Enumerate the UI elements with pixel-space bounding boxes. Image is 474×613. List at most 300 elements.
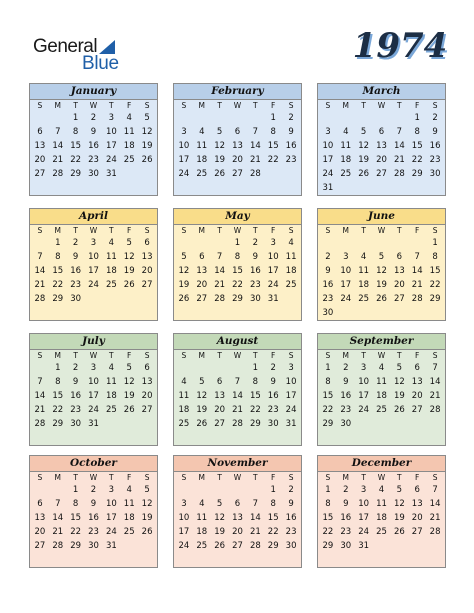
weekday-label: S [144, 101, 150, 110]
day-cell: 9 [72, 376, 79, 387]
weekday-label: W [377, 226, 386, 235]
day-cell: 25 [376, 404, 387, 415]
day-cell: 7 [252, 498, 259, 509]
month-april [29, 208, 158, 321]
day-cell: 15 [322, 390, 334, 401]
weekday-label: F [127, 473, 132, 482]
day-cell: 4 [378, 363, 385, 373]
day-cell: 21 [411, 279, 423, 290]
day-cell: 27 [34, 168, 46, 179]
year-title: 1974 [352, 26, 448, 66]
day-cell: 20 [232, 526, 243, 537]
month-title: March [318, 84, 445, 100]
weekday-label: W [89, 473, 98, 482]
day-cell: 5 [144, 485, 150, 495]
day-cell: 7 [396, 126, 403, 137]
day-cell: 9 [325, 265, 331, 276]
weekday-label: M [198, 226, 206, 235]
day-cell: 29 [249, 418, 261, 429]
day-cell: 2 [432, 113, 438, 123]
weekday-label: S [37, 101, 43, 110]
day-cell: 22 [267, 154, 279, 165]
day-cell: 13 [141, 251, 153, 262]
day-cell: 10 [285, 376, 297, 387]
weekday-label: M [54, 226, 62, 235]
day-cell: 28 [52, 540, 64, 551]
day-cell: 20 [34, 154, 46, 165]
day-cell: 25 [123, 154, 135, 165]
day-cell: 2 [252, 238, 259, 248]
day-cell: 15 [70, 140, 82, 151]
day-cell: 11 [376, 498, 387, 509]
day-cell: 24 [178, 540, 190, 551]
weekday-label: S [37, 226, 43, 235]
day-cell: 6 [144, 363, 150, 373]
day-cell: 14 [52, 140, 64, 151]
day-cell: 25 [376, 526, 387, 537]
weekday-label: T [361, 101, 366, 110]
day-cell: 17 [105, 512, 117, 523]
day-cell: 5 [144, 113, 150, 123]
day-cell: 6 [414, 363, 420, 373]
day-cell: 14 [34, 390, 46, 401]
day-cell: 10 [178, 512, 190, 523]
day-cell: 9 [72, 251, 79, 262]
day-cell: 2 [288, 485, 294, 495]
day-cell: 5 [181, 251, 187, 262]
day-cell: 1 [325, 363, 331, 373]
day-cell: 21 [249, 154, 261, 165]
day-cell: 10 [88, 376, 99, 387]
day-grid [174, 100, 301, 182]
day-cell: 10 [340, 265, 352, 276]
day-cell: 23 [70, 279, 82, 290]
empty-day-cell [246, 112, 264, 126]
day-cell: 8 [414, 126, 420, 137]
day-cell: 30 [340, 540, 352, 551]
day-cell: 25 [196, 540, 208, 551]
day-cell: 16 [285, 140, 297, 151]
empty-day-cell [211, 237, 229, 251]
day-cell: 25 [178, 418, 190, 429]
day-cell: 9 [288, 498, 294, 509]
day-grid [30, 350, 157, 432]
empty-day-cell [337, 112, 355, 126]
day-cell: 13 [376, 140, 387, 151]
day-cell: 3 [181, 498, 187, 509]
day-cell: 19 [141, 512, 153, 523]
day-cell: 8 [72, 126, 79, 137]
weekday-label: S [288, 101, 294, 110]
empty-day-cell [193, 484, 211, 498]
day-cell: 11 [123, 126, 135, 137]
day-cell: 4 [126, 113, 132, 123]
month-title: June [318, 209, 445, 225]
day-cell: 8 [55, 376, 61, 387]
brand-triangle-icon [99, 40, 115, 54]
day-cell: 31 [267, 293, 279, 304]
day-cell: 18 [123, 140, 135, 151]
day-cell: 15 [322, 512, 334, 523]
day-cell: 20 [376, 154, 387, 165]
weekday-label: S [325, 351, 331, 360]
day-cell: 6 [199, 251, 205, 262]
weekday-label: F [127, 226, 132, 235]
day-cell: 20 [34, 526, 46, 537]
day-cell: 15 [52, 265, 64, 276]
day-cell: 31 [88, 418, 99, 429]
empty-day-cell [229, 112, 247, 126]
day-cell: 11 [105, 251, 117, 262]
month-title: April [30, 209, 157, 225]
day-cell: 16 [70, 265, 82, 276]
day-cell: 25 [358, 293, 370, 304]
day-cell: 28 [34, 293, 46, 304]
weekday-label: F [127, 101, 132, 110]
weekday-label: S [325, 226, 331, 235]
day-cell: 13 [411, 376, 423, 387]
weekday-label: T [73, 101, 78, 110]
day-cell: 30 [322, 307, 334, 318]
day-cell: 21 [34, 279, 46, 290]
day-cell: 6 [234, 498, 241, 509]
weekday-label: S [432, 226, 438, 235]
weekday-label: S [181, 351, 187, 360]
weekday-label: S [181, 101, 187, 110]
day-cell: 13 [232, 512, 243, 523]
month-title: January [30, 84, 157, 100]
weekday-label: F [415, 101, 420, 110]
day-cell: 24 [340, 293, 352, 304]
day-cell: 16 [429, 140, 441, 151]
day-cell: 28 [429, 526, 441, 537]
day-grid [30, 472, 157, 554]
day-cell: 24 [358, 404, 370, 415]
day-cell: 27 [376, 168, 387, 179]
day-cell: 20 [141, 265, 153, 276]
month-title: October [30, 456, 157, 472]
month-title: December [318, 456, 445, 472]
day-cell: 5 [199, 376, 205, 387]
day-cell: 22 [52, 404, 64, 415]
day-cell: 5 [216, 126, 223, 137]
day-cell: 3 [360, 363, 367, 373]
weekday-label: S [144, 351, 150, 360]
day-cell: 19 [196, 404, 208, 415]
day-cell: 18 [105, 390, 117, 401]
day-cell: 13 [34, 140, 46, 151]
day-cell: 17 [267, 265, 279, 276]
day-cell: 23 [340, 526, 352, 537]
day-cell: 26 [178, 293, 190, 304]
day-cell: 16 [249, 265, 261, 276]
weekday-label: M [342, 473, 350, 482]
day-cell: 4 [288, 238, 294, 248]
month-november [173, 455, 302, 568]
day-cell: 19 [393, 390, 405, 401]
day-cell: 19 [214, 154, 226, 165]
day-cell: 4 [199, 126, 205, 137]
day-cell: 12 [123, 251, 135, 262]
empty-day-cell [355, 237, 373, 251]
day-cell: 13 [34, 512, 46, 523]
day-grid [174, 472, 301, 554]
day-cell: 20 [411, 512, 423, 523]
day-cell: 26 [141, 154, 153, 165]
day-cell: 14 [249, 140, 261, 151]
day-cell: 5 [396, 363, 403, 373]
day-cell: 26 [358, 168, 370, 179]
day-cell: 16 [70, 390, 82, 401]
day-grid [30, 225, 157, 307]
day-cell: 1 [72, 113, 79, 123]
empty-day-cell [175, 237, 193, 251]
day-cell: 17 [358, 390, 370, 401]
day-cell: 2 [90, 113, 97, 123]
weekday-label: T [397, 101, 402, 110]
day-cell: 22 [429, 279, 441, 290]
day-cell: 9 [288, 126, 294, 137]
day-cell: 31 [285, 418, 297, 429]
day-cell: 1 [252, 363, 259, 373]
day-cell: 12 [141, 498, 153, 509]
day-cell: 26 [376, 293, 387, 304]
day-cell: 21 [249, 526, 261, 537]
day-cell: 18 [105, 265, 117, 276]
day-cell: 13 [411, 498, 423, 509]
day-cell: 24 [88, 404, 99, 415]
weekday-label: S [325, 473, 331, 482]
empty-day-cell [319, 112, 337, 126]
day-cell: 1 [234, 238, 241, 248]
day-cell: 7 [37, 251, 43, 262]
day-cell: 9 [252, 251, 259, 262]
day-cell: 3 [108, 113, 115, 123]
day-cell: 28 [232, 418, 243, 429]
day-cell: 20 [393, 279, 405, 290]
empty-day-cell [31, 362, 49, 376]
day-cell: 3 [288, 363, 294, 373]
day-cell: 22 [52, 279, 64, 290]
day-cell: 4 [126, 485, 132, 495]
day-cell: 27 [232, 168, 243, 179]
weekday-label: S [37, 351, 43, 360]
day-cell: 21 [429, 512, 441, 523]
day-cell: 25 [285, 279, 297, 290]
day-cell: 1 [270, 485, 276, 495]
day-cell: 30 [249, 293, 261, 304]
day-cell: 31 [105, 540, 117, 551]
day-cell: 8 [252, 376, 259, 387]
day-cell: 30 [88, 168, 99, 179]
day-cell: 21 [52, 154, 64, 165]
day-cell: 12 [393, 376, 405, 387]
day-cell: 10 [267, 251, 279, 262]
month-may [173, 208, 302, 321]
day-cell: 12 [141, 126, 153, 137]
day-cell: 11 [196, 140, 208, 151]
weekday-label: F [415, 226, 420, 235]
weekday-label: W [377, 473, 386, 482]
weekday-label: S [37, 473, 43, 482]
day-cell: 15 [429, 265, 441, 276]
day-cell: 18 [178, 404, 190, 415]
day-cell: 12 [214, 140, 226, 151]
day-cell: 29 [411, 168, 423, 179]
day-cell: 19 [358, 154, 370, 165]
day-cell: 15 [249, 390, 261, 401]
day-cell: 3 [270, 238, 276, 248]
day-cell: 7 [55, 126, 61, 137]
day-cell: 30 [285, 540, 297, 551]
day-cell: 28 [34, 418, 46, 429]
day-grid [318, 472, 445, 554]
weekday-label: M [198, 351, 206, 360]
month-march [317, 83, 446, 196]
day-cell: 23 [88, 526, 99, 537]
brand-logo [33, 36, 123, 76]
day-cell: 4 [343, 126, 349, 137]
weekday-label: M [342, 226, 350, 235]
day-cell: 31 [358, 540, 370, 551]
day-cell: 26 [123, 404, 135, 415]
day-cell: 9 [90, 498, 97, 509]
day-cell: 10 [322, 140, 334, 151]
day-cell: 1 [72, 485, 79, 495]
day-cell: 3 [343, 251, 349, 262]
day-cell: 25 [105, 404, 117, 415]
day-cell: 6 [37, 498, 43, 509]
day-cell: 15 [232, 265, 243, 276]
day-cell: 6 [414, 485, 420, 495]
weekday-label: M [342, 351, 350, 360]
day-cell: 22 [70, 526, 82, 537]
day-cell: 28 [393, 168, 405, 179]
day-cell: 17 [105, 140, 117, 151]
day-cell: 22 [322, 404, 334, 415]
day-cell: 11 [376, 376, 387, 387]
empty-day-cell [49, 484, 67, 498]
day-grid [30, 100, 157, 182]
day-cell: 6 [37, 126, 43, 137]
day-cell: 26 [393, 526, 405, 537]
day-cell: 12 [376, 265, 387, 276]
day-cell: 18 [376, 390, 387, 401]
day-cell: 18 [123, 512, 135, 523]
day-cell: 11 [358, 265, 370, 276]
day-cell: 1 [414, 113, 420, 123]
day-cell: 22 [267, 526, 279, 537]
day-cell: 7 [55, 498, 61, 509]
day-cell: 5 [216, 498, 223, 509]
day-cell: 18 [376, 512, 387, 523]
day-cell: 11 [285, 251, 297, 262]
weekday-label: T [73, 226, 78, 235]
day-cell: 27 [141, 279, 153, 290]
day-cell: 23 [285, 154, 297, 165]
day-cell: 7 [37, 376, 43, 387]
day-cell: 25 [123, 526, 135, 537]
day-cell: 17 [88, 390, 99, 401]
day-cell: 27 [411, 526, 423, 537]
day-cell: 29 [52, 418, 64, 429]
day-cell: 8 [270, 126, 276, 137]
weekday-label: S [288, 473, 294, 482]
day-cell: 28 [214, 293, 226, 304]
weekday-label: T [253, 226, 258, 235]
day-cell: 6 [234, 126, 241, 137]
day-cell: 10 [178, 140, 190, 151]
day-cell: 2 [343, 363, 349, 373]
day-cell: 23 [267, 404, 279, 415]
weekday-label: F [271, 101, 276, 110]
day-cell: 19 [178, 279, 190, 290]
day-cell: 15 [267, 140, 279, 151]
day-cell: 20 [411, 390, 423, 401]
day-cell: 7 [234, 376, 241, 387]
day-cell: 24 [285, 404, 297, 415]
day-cell: 18 [340, 154, 352, 165]
day-cell: 15 [267, 512, 279, 523]
day-cell: 2 [72, 363, 79, 373]
month-title: May [174, 209, 301, 225]
day-cell: 2 [343, 485, 349, 495]
weekday-label: T [217, 101, 222, 110]
day-cell: 30 [70, 418, 82, 429]
day-cell: 23 [249, 279, 261, 290]
month-september [317, 333, 446, 446]
day-cell: 12 [178, 265, 190, 276]
day-cell: 28 [249, 540, 261, 551]
day-cell: 19 [214, 526, 226, 537]
day-cell: 27 [34, 540, 46, 551]
weekday-label: T [253, 351, 258, 360]
day-cell: 13 [141, 376, 153, 387]
day-cell: 4 [360, 251, 367, 262]
day-cell: 17 [178, 154, 190, 165]
day-cell: 18 [196, 154, 208, 165]
day-cell: 26 [393, 404, 405, 415]
day-grid [174, 225, 301, 307]
day-cell: 2 [90, 485, 97, 495]
day-cell: 13 [393, 265, 405, 276]
empty-day-cell [408, 237, 426, 251]
day-cell: 30 [267, 418, 279, 429]
day-cell: 17 [322, 154, 334, 165]
month-december [317, 455, 446, 568]
day-cell: 20 [214, 404, 226, 415]
day-cell: 29 [70, 540, 82, 551]
day-cell: 8 [325, 376, 331, 387]
day-cell: 28 [411, 293, 423, 304]
weekday-label: S [432, 101, 438, 110]
month-february [173, 83, 302, 196]
day-cell: 10 [105, 126, 117, 137]
day-cell: 30 [429, 168, 441, 179]
day-cell: 19 [376, 279, 387, 290]
day-cell: 12 [196, 390, 208, 401]
day-cell: 7 [216, 251, 223, 262]
day-cell: 22 [70, 154, 82, 165]
day-cell: 2 [288, 113, 294, 123]
weekday-label: W [233, 351, 242, 360]
day-cell: 23 [340, 404, 352, 415]
month-title: August [174, 334, 301, 350]
day-cell: 22 [411, 154, 423, 165]
weekday-label: W [89, 226, 98, 235]
day-cell: 31 [105, 168, 117, 179]
day-cell: 4 [199, 498, 205, 509]
